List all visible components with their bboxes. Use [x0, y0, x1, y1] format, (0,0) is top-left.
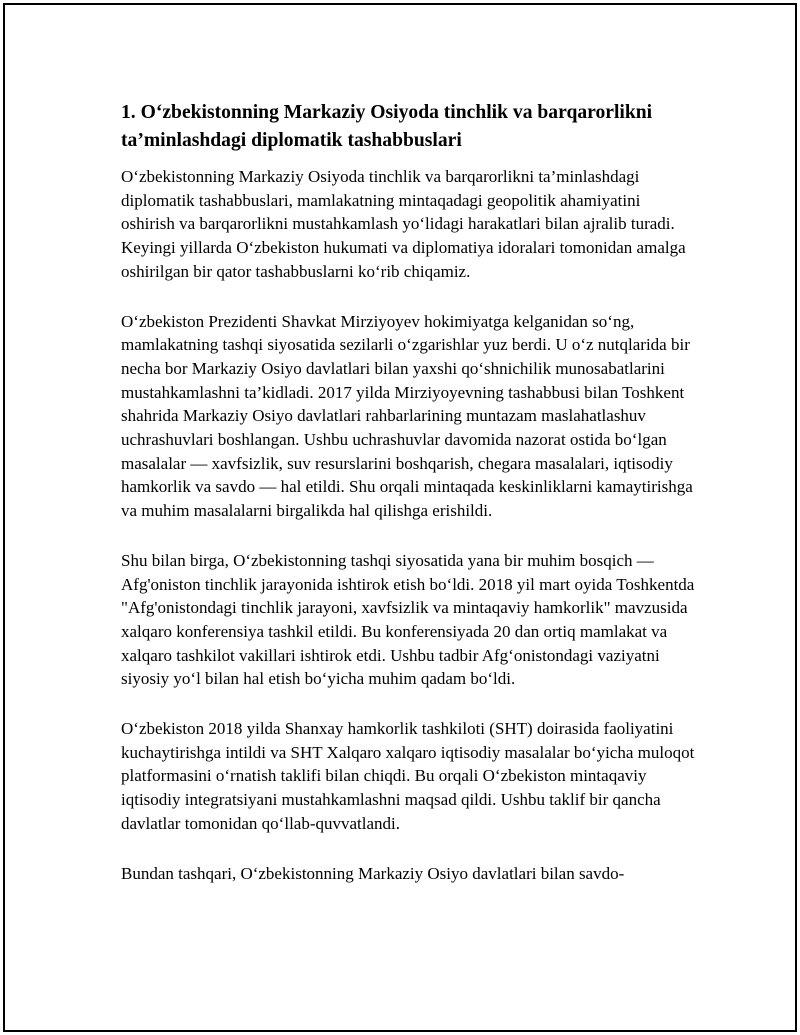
paragraph-4: O‘zbekiston 2018 yilda Shanxay hamkorlik tashkiloti (SHT) doirasida faoliyatini kuchaytirishga intildi va SHT Xalqaro xalqaro iqtisodiy masalalar bo‘yicha muloqot platformasini o‘rnatish taklifi bilan chiqdi. Bu orqali O‘zbekiston mintaqaviy iqtisodiy integratsiyani mustahkamlashni maqsad qildi. Ushbu taklif bir qancha davlatlar tomonidan qo‘llab-quvvatlandi.: [121, 719, 695, 833]
paragraph-2: O‘zbekiston Prezidenti Shavkat Mirziyoyev hokimiyatga kelganidan so‘ng, mamlakatning tashqi siyosatida sezilarli o‘zgarishlar yuz berdi. U o‘z nutqlarida bir necha bor Markaziy Osiyo davlatlari bilan yaxshi qo‘shnichilik munosabatlarini mustahkamlashni ta’kidladi. 2017 yilda Mirziyoyevning tashabbusi bilan Toshkent shahrida Markaziy Osiyo davlatlari rahbarlarining muntazam maslahatlashuv uchrashuvlari boshlangan. Ushbu uchrashuvlar davomida nazorat ostida bo‘lgan masalalar — xavfsizlik, suv resurslarini boshqarish, chegara masalalari, iqtisodiy hamkorlik va savdo — hal etildi. Shu orqali mintaqada keskinliklarni kamaytirishga va muhim masalalarni birgalikda hal qilishga erishildi.: [121, 311, 693, 521]
paragraph-5: Bundan tashqari, O‘zbekistonning Markaziy Osiyo davlatlari bilan savdo-: [121, 863, 625, 883]
section-heading: 1. O‘zbekistonning Markaziy Osiyoda tinchlik va barqarorlikni ta’minlashdagi diplomatik tashabbuslari: [121, 102, 653, 151]
paragraph-1: O‘zbekistonning Markaziy Osiyoda tinchlik va barqarorlikni ta’minlashdagi diplomatik tashabbuslari, mamlakatning mintaqadagi geopolitik ahamiyatini oshirish va barqarorlikni mustahkamlash yo‘lidagi harakatlari bilan ajralib turadi. Keyingi yillarda O‘zbekiston hukumati va diplomatiya idoralari tomonidan amalga oshirilgan bir qator tashabbuslarni ko‘rib chiqamiz.: [121, 167, 686, 281]
paragraph-3: Shu bilan birga, O‘zbekistonning tashqi siyosatida yana bir muhim bosqich — Afg'oniston tinchlik jarayonida ishtirok etish bo‘ldi. 2018 yil mart oyida Toshkentda "Afg'onistondagi tinchlik jarayoni, xavfsizlik va mintaqaviy hamkorlik" mavzusida xalqaro konferensiya tashkil etildi. Bu konferensiyada 20 dan ortiq mamlakat va xalqaro tashkilot vakillari ishtirok etdi. Ushbu tadbir Afg‘onistondagi vaziyatni siyosiy yo‘l bilan hal etish bo‘yicha muhim qadam bo‘ldi.: [121, 550, 695, 689]
page-frame: [3, 3, 797, 1032]
document-body: [121, 99, 697, 911]
